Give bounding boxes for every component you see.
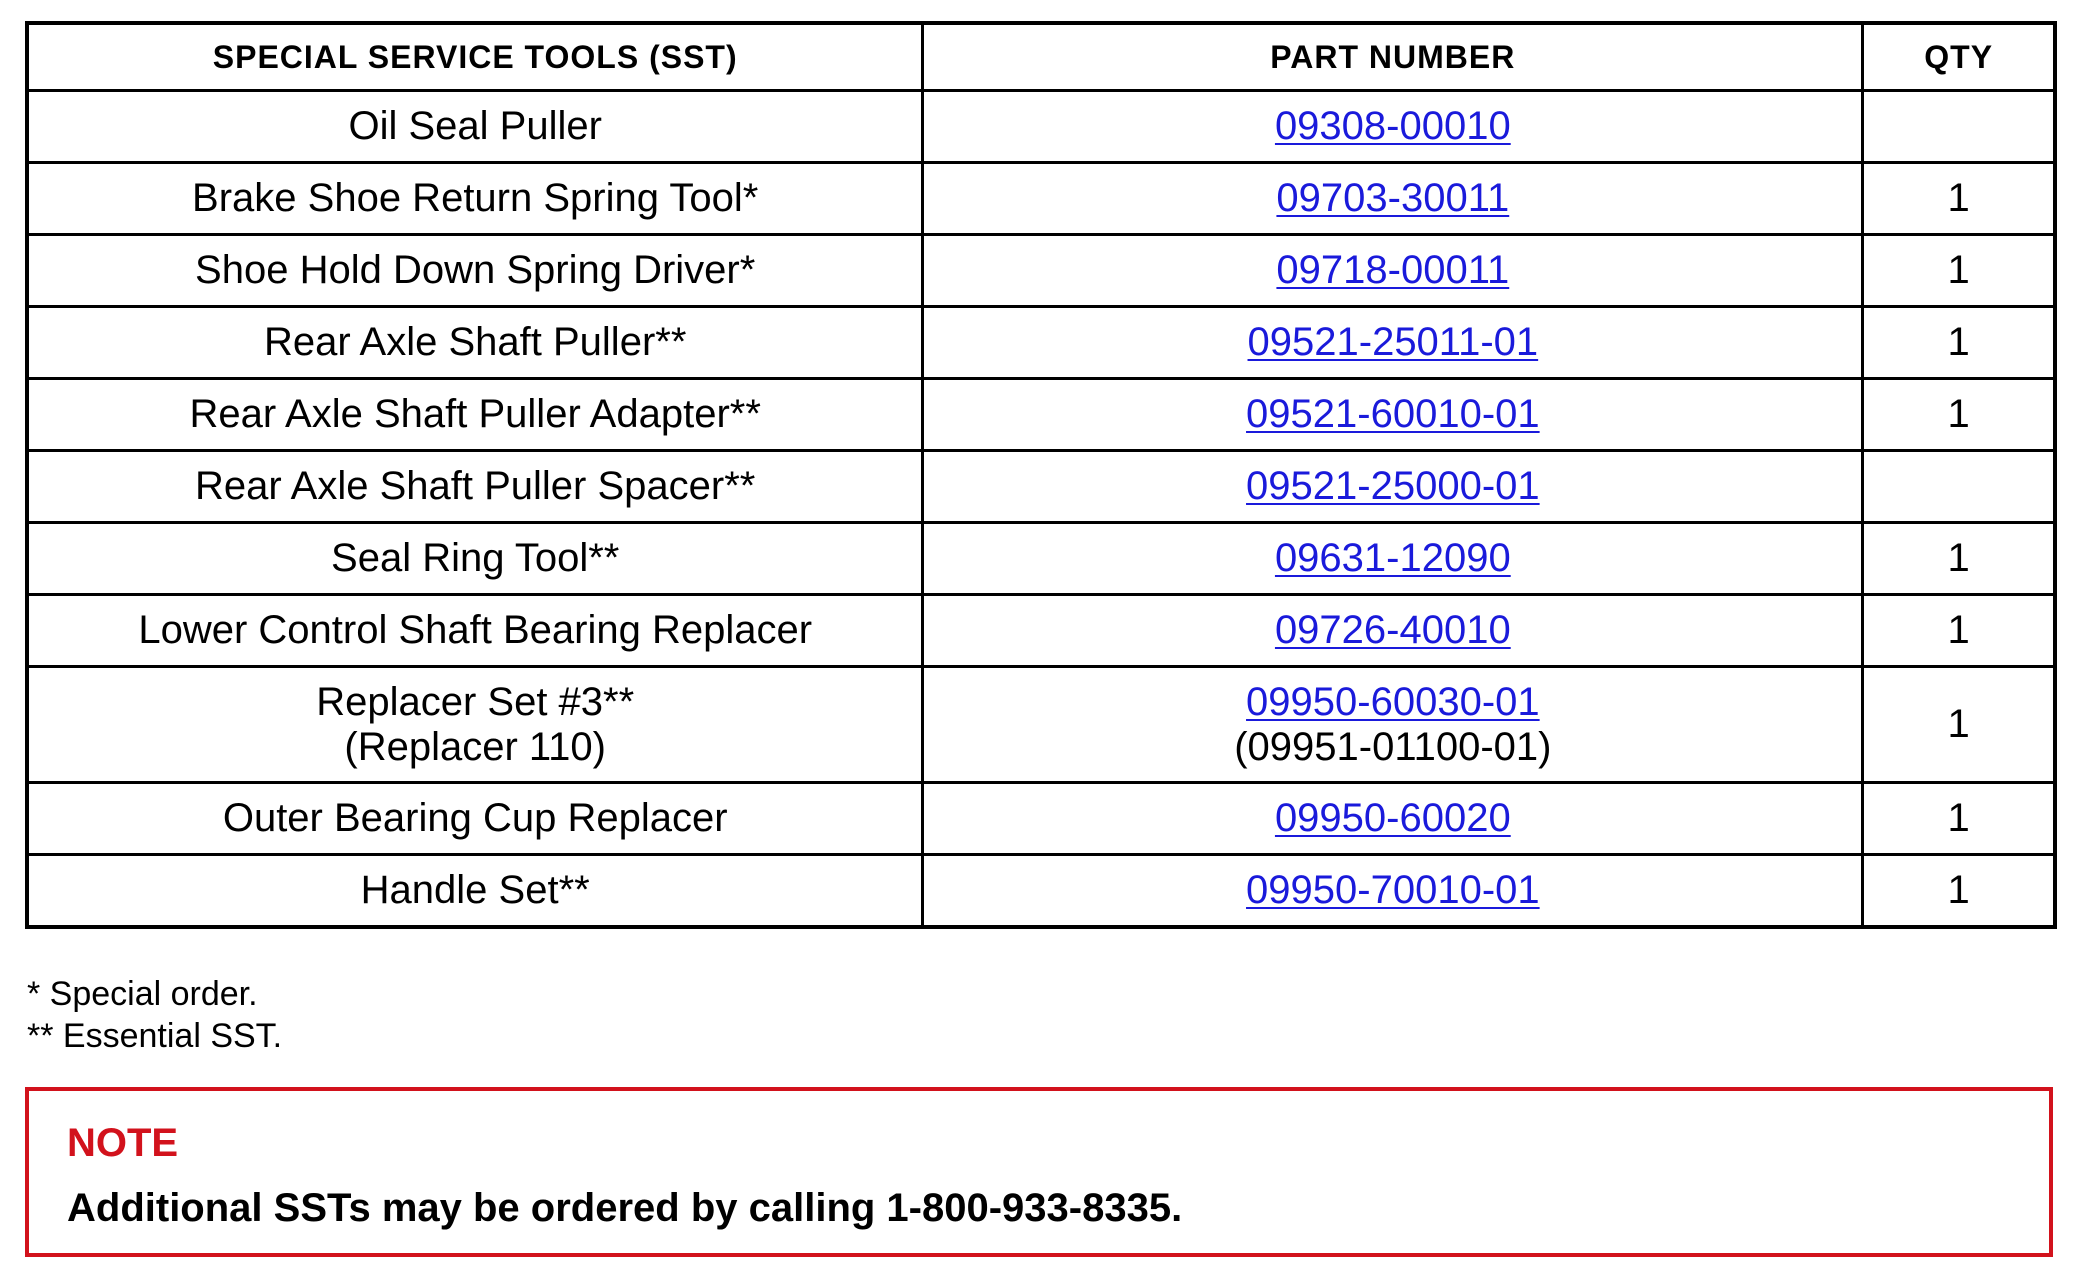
tool-name-cell: [27, 855, 923, 928]
tool-name-cell: [27, 307, 923, 379]
qty-cell: [1863, 91, 2055, 163]
footnote-special-order: * Special order.: [27, 975, 258, 1013]
header-qty: QTY: [1863, 23, 2055, 91]
table-row: [27, 595, 2055, 667]
tool-name: Rear Axle Shaft Puller Spacer**: [195, 464, 756, 508]
table-row: [27, 667, 2055, 783]
tool-name: Rear Axle Shaft Puller**: [263, 320, 687, 364]
tool-name: Lower Control Shaft Bearing Replacer: [138, 608, 813, 652]
part-number-cell: [923, 595, 1863, 667]
tool-name-cell: [27, 523, 923, 595]
qty-cell: 1: [1863, 163, 2055, 235]
tool-name-cell: [27, 235, 923, 307]
part-number-cell: [923, 523, 1863, 595]
table-row: [27, 379, 2055, 451]
part-number-link[interactable]: 09950-60020: [1274, 796, 1511, 840]
part-number-link[interactable]: 09631-12090: [1274, 536, 1511, 580]
table-row: [27, 307, 2055, 379]
tool-name: Seal Ring Tool**: [331, 536, 620, 580]
table-row: [27, 163, 2055, 235]
part-number-cell: [923, 855, 1863, 928]
footnote-essential-sst: ** Essential SST.: [27, 1017, 283, 1055]
part-number-link[interactable]: 09521-60010-01: [1246, 392, 1540, 436]
part-number-link[interactable]: 09308-00010: [1274, 104, 1511, 148]
tool-name: Rear Axle Shaft Puller Adapter**: [189, 392, 761, 436]
qty-cell: [1863, 451, 2055, 523]
qty-cell: 1: [1863, 307, 2055, 379]
tool-name-cell: [27, 451, 923, 523]
qty-cell: 1: [1863, 379, 2055, 451]
tool-name: Shoe Hold Down Spring Driver*: [195, 248, 756, 292]
part-number-link[interactable]: 09950-60030-01: [1246, 679, 1540, 724]
part-number-cell: [923, 667, 1863, 783]
table-row: [27, 91, 2055, 163]
part-number-link[interactable]: 09718-00011: [1276, 248, 1510, 292]
table-row: [27, 855, 2055, 928]
sst-table: [25, 21, 2057, 929]
header-row: [27, 23, 2055, 91]
tool-name: Handle Set**: [360, 868, 590, 912]
header-tool: SPECIAL SERVICE TOOLS (SST): [27, 23, 923, 91]
part-number-sub: (09951-01100-01): [1234, 724, 1552, 769]
tool-name: Brake Shoe Return Spring Tool*: [192, 176, 759, 220]
part-number-link[interactable]: 09521-25000-01: [1246, 464, 1540, 508]
tool-name-cell: [27, 783, 923, 855]
part-number-cell: [923, 307, 1863, 379]
note-title: NOTE: [67, 1121, 179, 1165]
part-number-cell: [923, 163, 1863, 235]
tool-name: Outer Bearing Cup Replacer: [222, 796, 728, 840]
header-part-number: PART NUMBER: [923, 23, 1863, 91]
note-box: [25, 1087, 2053, 1257]
part-number-link[interactable]: 09703-30011: [1276, 176, 1510, 220]
qty-cell: 1: [1863, 855, 2055, 928]
tool-name: Oil Seal Puller: [348, 104, 602, 148]
part-number-cell: [923, 451, 1863, 523]
note-text: Additional SSTs may be ordered by calling 1-800-933-8335.: [67, 1186, 1183, 1230]
part-number-cell: [923, 235, 1863, 307]
tool-name-cell: [27, 163, 923, 235]
qty-cell: 1: [1863, 667, 2055, 783]
part-number-link[interactable]: 09950-70010-01: [1246, 868, 1540, 912]
qty-cell: 1: [1863, 595, 2055, 667]
qty-cell: 1: [1863, 523, 2055, 595]
tool-name: (Replacer 110): [344, 724, 606, 769]
part-number-link[interactable]: 09521-25011-01: [1247, 320, 1539, 364]
tool-name-cell: [27, 379, 923, 451]
tool-name: Replacer Set #3**: [316, 679, 635, 724]
qty-cell: 1: [1863, 783, 2055, 855]
part-number-cell: [923, 91, 1863, 163]
table-row: [27, 523, 2055, 595]
qty-cell: 1: [1863, 235, 2055, 307]
table-row: [27, 235, 2055, 307]
part-number-cell: [923, 783, 1863, 855]
part-number-link[interactable]: 09726-40010: [1274, 608, 1511, 652]
tool-name-cell: [27, 667, 923, 783]
table-row: [27, 451, 2055, 523]
footnotes: [27, 973, 282, 1057]
table-row: [27, 783, 2055, 855]
tool-name-cell: [27, 91, 923, 163]
part-number-cell: [923, 379, 1863, 451]
tool-name-cell: [27, 595, 923, 667]
table-body: [27, 91, 2055, 928]
